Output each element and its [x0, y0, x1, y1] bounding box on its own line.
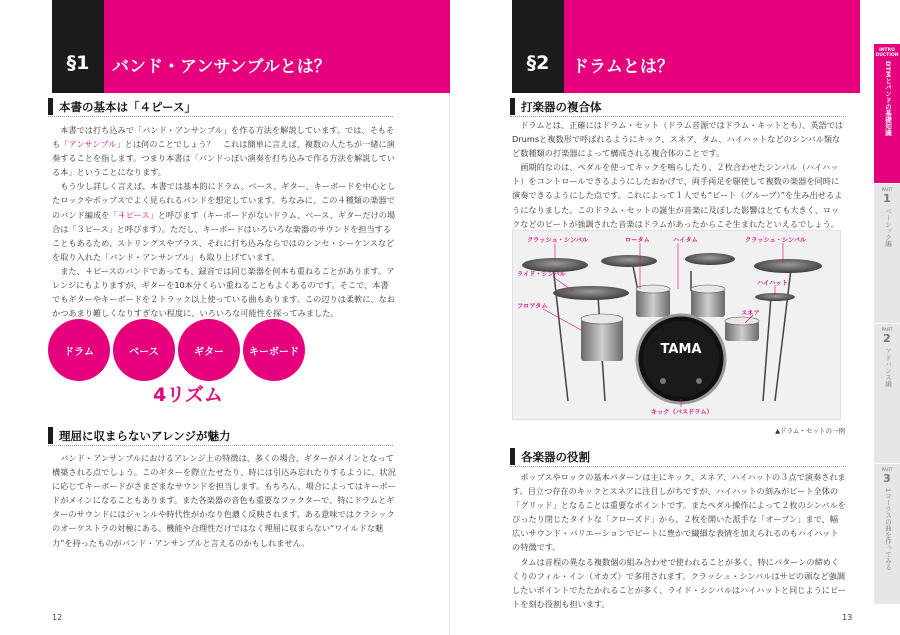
label-kick: キック（バスドラム） — [651, 409, 713, 416]
heading-marker — [48, 98, 53, 115]
crash-cymbal-right — [754, 259, 822, 273]
tab-introduction[interactable]: INTRO DUCTION DTMとバンドの基礎知識 — [874, 44, 900, 184]
body-text-block — [52, 451, 396, 550]
heading-marker — [48, 427, 53, 444]
heading-text: 各楽器の役割 — [521, 449, 590, 464]
section-number: §2 — [526, 52, 550, 74]
paragraph: ポップスやロックの基本パターンは主にキック、スネア、ハイハットの３点で演奏されます。目立つ存在のキックとスネアに注目しがちですが、ハイハットの刻みがビート全体の「グリッド」となることは重要なポイントです。またペダル操作によって２枚のシンバルをぴったり閉じたタイトな「クローズド」から、２枚を開いた派手な「オープン」まで、幅広いサウンド・バリエーションでビートに豊かで繊細な表情を加えられるのもハイハットの特徴です。 — [512, 472, 846, 553]
tab-part-2[interactable]: PART 2 アドバンス編 — [874, 324, 900, 464]
circle-drum: ドラム — [48, 319, 110, 381]
heading-text: 本書の基本は「４ピース」 — [59, 99, 196, 114]
paragraph: もう少し詳しく言えば、本書では基本的にドラム、ベース、ギター、キーボードを中心としたロックやポップスでよく見られるバンドを想定しています。ちなみに、この４種類の楽器でのバンド編成を「４ピース」と呼びます（キーボードがないドラム、ベース、ギターだけの場合は「３ピース」と呼びます）。ただし、キーボードはいろいろな楽器のサウンドを担当することもあるため、ストリングスやブラス、それに打ち込みならではのシンセ・シーケンスなどを取り入れた「バンド・アンサンブル」も取り上げています。 — [52, 181, 396, 262]
label-floor-tom: フロアタム — [517, 303, 548, 310]
heading-text: 打楽器の複合体 — [521, 99, 602, 114]
paragraph: 画期的なのは、ペダルを使ってキックを鳴らしたり、２枚合わせたシンバル（ハイハット）をコントロールできるようにしたおかげで、両手両足を駆使して複数の楽器を同時に演奏できるようにした点です。これによって１人でも“ビート（グルーブ）”を生み出せるようになりました。このドラム・セットの誕生が音楽に及ぼした影響はとても大きく、ロックなどのビートが強調された音楽はドラムがあったからこそ生まれたといえるでしょう。 — [512, 162, 843, 229]
photo-caption: ▲ドラム・セットの一例 — [775, 427, 845, 435]
label-low-tom: ロータム — [625, 237, 650, 244]
circle-keyboard: キーボード — [243, 319, 305, 381]
low-tom-cymbal — [601, 255, 657, 267]
paragraph: タムは音程の異なる複数個の組み合わせで使われることが多く、特にパターンの締めくくりのフィル・イン（オカズ）で多用されます。クラッシュ・シンバルはサビの頭など強調したいポイントでたたかれることが多く、ライド・シンバルはハイハットと同じようにビートを刻む役割も担います。 — [512, 556, 847, 609]
tab-title: アドバンス編 — [884, 348, 892, 387]
label-ride: ライド・シンバル — [517, 271, 566, 278]
section-title-bar — [564, 0, 860, 93]
high-tom-cymbal — [685, 253, 735, 265]
section-heading — [510, 447, 846, 467]
label-crash-right: クラッシュ・シンバル — [745, 237, 807, 244]
section-number-block — [512, 0, 564, 93]
drum-set-illustration — [513, 231, 841, 420]
paragraph: また、４ピースのバンドであっても、録音では同じ楽器を何本も重ねることがあります。アレンジにもよりますが、ギターを10本分くらい重ねることもよくあるのです。そこで、本書でもギターやキーボードを２トラック以上使っている曲もあります。この辺りは柔軟に、なおかつあまり難しくなりすぎない程度に、いろいろな可能性を探ってみました。 — [52, 265, 395, 319]
tab-part-3[interactable]: PART 3 1コーラスの曲を作ってみる — [874, 464, 900, 605]
paragraph: バンド・アンサンブルにおけるアレンジ上の特徴は、多くの場合、ギターがメインとなって構築される点でしょう。このギターを際立たせたり、時には引込み忘れたりするように、状況に応じてキーボードがさまざまなサウンドを担当します。もちろん、場合によってはキーボードがメインになることもあります。また各楽器の音色も重要なファクターで、特にドラムとギターのサウンドにはジャンルや時代性がかなり色濃く反映されます。ある意味ではクラシックのオーケストラの対極にある、機能や合理性だけではなく理屈に収まらない“ワイルドな魅力”を持ったものがバンド・アンサンブルと言えるのかもしれません。 — [52, 453, 396, 548]
section-title: バンド・アンサンブルとは？ — [112, 57, 331, 77]
section-heading — [510, 97, 846, 117]
circle-guitar: ギター — [178, 319, 240, 381]
section-heading — [48, 97, 393, 117]
label-snare: スネア — [741, 310, 760, 317]
tab-title: DTMとバンドの基礎知識 — [884, 61, 892, 136]
section-title-bar — [104, 0, 450, 93]
page-number: 12 — [52, 613, 63, 622]
body-text-block — [512, 118, 846, 231]
label-hihat: ハイハット — [757, 280, 788, 287]
right-page — [450, 0, 900, 635]
drum-set-photo — [512, 230, 841, 420]
paragraph: ドラムとは、正確にはドラム・セット（ドラム音源ではドラム・キットとも）、英語ではDrumsと複数形で呼ばれるようにキック、スネア、タム、ハイハットなどのシンバル類など数種類の打楽器によって構成される複合体のことです。 — [512, 120, 844, 159]
label-crash-left: クラッシュ・シンバル — [527, 237, 589, 244]
drum-brand-logo: TAMA — [660, 342, 702, 357]
label-high-tom: ハイタム — [673, 237, 698, 244]
section-heading — [48, 426, 393, 446]
section-number-block — [52, 0, 104, 93]
heading-marker — [510, 448, 515, 465]
ride-cymbal — [553, 286, 629, 300]
body-text-block — [512, 470, 846, 611]
paragraph: 本書では打ち込みで「バンド・アンサンブル」を作る方法を解説しています。では、そもそも「アンサンブル」とは何のことでしょう？ これは簡単に言えば、複数の人たちが一緒に演奏することを指します。つまり本書は「バンドっぽい演奏を打ち込みで作る方法を解説している本」ということになります。 — [52, 125, 395, 178]
circle-bass: ベース — [113, 319, 175, 381]
section-number: §1 — [66, 52, 90, 74]
chapter-tabs — [874, 44, 900, 605]
rhythm-label: 4リズム — [153, 384, 223, 406]
heading-text: 理屈に収まらないアレンジが魅力 — [59, 428, 231, 443]
tab-part-1[interactable]: PART 1 ベーシック編 — [874, 184, 900, 324]
page-number: 13 — [842, 613, 853, 622]
body-text-block — [52, 123, 396, 320]
section-title: ドラムとは？ — [572, 57, 674, 77]
floor-tom — [581, 319, 623, 361]
heading-marker — [510, 98, 515, 115]
tab-title: 1コーラスの曲を作ってみる — [884, 488, 892, 571]
tab-title: ベーシック編 — [884, 208, 892, 247]
